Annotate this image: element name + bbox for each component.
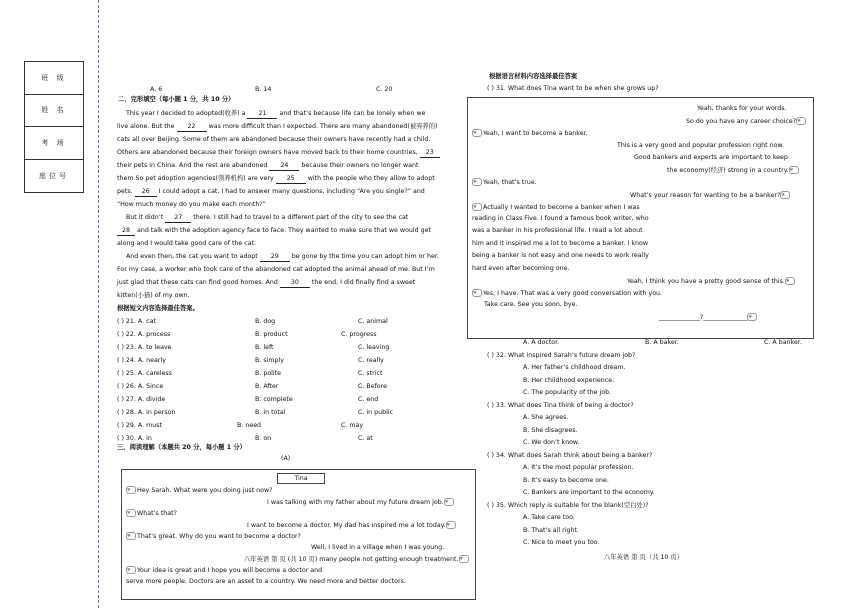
- chat-title: Tina: [277, 473, 325, 484]
- chat-left-line-6: Well, I lived in a village when I was young.: [311, 544, 445, 551]
- chat-bubble-icon: ♥: [472, 129, 482, 137]
- passage-line-6: them.So pet adoption agencies(领养机构) are very 25 with the people who they allow to adopt: [117, 175, 435, 182]
- q34-option-a: A. It’s the most popular profession.: [523, 464, 634, 471]
- chat-left-line-5: ♥ That’s great. Why do you want to become a doctor?: [127, 533, 301, 540]
- q24-option-c: C. really: [358, 357, 384, 364]
- name-field[interactable]: 姓 名: [25, 94, 84, 127]
- q32: ( ) 32. What inspired Sarah’s future dream job?: [487, 352, 636, 359]
- answer-blank[interactable]: _____________?______________♥: [659, 313, 758, 322]
- q31-option-c: C. A banker.: [764, 339, 802, 346]
- passage-line-4: Others are abandoned because their foreign owners have moved back to their home countries, 23: [117, 149, 440, 158]
- q34-option-c: C. Bankers are important to the economy.: [523, 489, 655, 496]
- chat-bubble-icon: ♥: [785, 277, 795, 285]
- q21-option-b: B. dog: [255, 318, 276, 325]
- q24-option-b: B. simply: [255, 357, 284, 364]
- q23-option-b: B. left: [255, 344, 274, 351]
- chat-right-line-12: him and it inspired me a lot to become a banker. I know: [472, 240, 649, 247]
- chat-right-line-13: being a banker is not easy and one needs to work really: [472, 252, 649, 259]
- chat-right-line-8: What’s your reason for wanting to be a banker?♥: [630, 191, 791, 200]
- passage-line-7: pets. 26 I could adopt a cat, I had to answer many questions, including “Are you single?” and: [117, 188, 425, 195]
- q28: ( ) 28. A. in person: [117, 409, 176, 416]
- q22: ( ) 22. A. process: [117, 331, 171, 338]
- q34: ( ) 34. What does Sarah think about being a banker?: [487, 452, 653, 459]
- q27: ( ) 27. A. divide: [117, 396, 166, 403]
- chat-left-line-9: serve more people. Doctors are an asset to a country. We need more and better doctors.: [126, 578, 406, 585]
- student-info-table: [24, 61, 84, 193]
- top-option-c: C. 20: [376, 86, 393, 93]
- passage-line-10: 28 and talk with the adoption agency face to face. They wanted to make sure that we would get: [117, 227, 431, 236]
- chat-bubble-icon: ♥: [444, 498, 454, 506]
- passage-line-13: For my case, a worker who took care of the abandoned cat adopted the animal ahead of me. But I’m: [117, 266, 435, 273]
- q29-option-c: C. may: [341, 422, 364, 429]
- q32-option-b: B. Her childhood experience.: [523, 377, 615, 384]
- q22-option-b: B. product: [255, 331, 288, 338]
- q28-option-c: C. in public: [358, 409, 394, 416]
- chat-bubble-icon: ♥: [472, 178, 482, 186]
- page-footer: 八年英语 第 页（共 10 页）: [604, 554, 683, 561]
- chat-bubble-icon: ♥: [126, 566, 136, 574]
- q26-option-c: C. Before: [358, 383, 387, 390]
- chat-bubble-icon: ♥: [459, 555, 469, 563]
- chat-bubble-icon: ♥: [789, 166, 799, 174]
- passage-line-3: cats all over Beijing. Some of them are abandoned because their owners have recently had a child.: [117, 136, 431, 143]
- q28-option-b: B. in total: [255, 409, 286, 416]
- chat-right-line-11: was a banker in his professional life. I read a lot about: [472, 227, 643, 234]
- q35: ( ) 35. Which reply is suitable for the blank(空白处)?: [487, 502, 649, 509]
- q26: ( ) 26. A. Since: [117, 383, 164, 390]
- chat-bubble-icon: ♥: [780, 191, 790, 199]
- passage-line-5: their pets in China. And the rest are abandoned 24 because their owners no longer want: [117, 162, 419, 169]
- chat-right-line-10: reading in Class Five. I found a famous book writer, who: [472, 215, 649, 222]
- chat-left-line-7: 八年英语 第 页 (共 10 页) many people not getting enough treatment.♥: [244, 555, 470, 564]
- passage-line-1: This year I decided to adopted(收养) a 21 and that’s because life can be lonely when we: [126, 110, 426, 117]
- q33-option-c: C. We don’t know.: [523, 439, 580, 446]
- chat-left-line-2: I was talking with my father about my future dream job.♥: [267, 498, 455, 507]
- chat-bubble-icon: ♥: [126, 509, 136, 517]
- passage-line-8: “How much money do you make each month?”: [117, 201, 266, 208]
- chat-bubble-icon: ♥: [126, 532, 136, 540]
- part-a-label: (A): [281, 455, 291, 462]
- q25-option-b: B. polite: [255, 370, 282, 377]
- top-option-a: A. 6: [150, 86, 163, 93]
- q22-option-c: C. progress: [341, 331, 377, 338]
- chat-bubble-icon: ♥: [796, 117, 806, 125]
- chat-right-line-4: This is a very good and popular profession right now.: [617, 142, 785, 149]
- q35-option-a: A. Take care too.: [523, 514, 575, 521]
- chat-right-line-1: Yeah, thanks for your words.: [697, 105, 787, 112]
- chat-left-line-4: I want to become a doctor. My dad has inspired me a lot today.♥: [247, 521, 457, 530]
- q29-option-b: B. need: [237, 422, 262, 429]
- section2-title: 二、完形填空（每小题 1 分，共 10 分）: [118, 96, 235, 103]
- chat-right-line-17: Take care. See you soon, bye.: [484, 301, 578, 308]
- q33-option-b: B. She disagrees.: [523, 427, 578, 434]
- q26-option-b: B. After: [255, 383, 279, 390]
- q23-option-c: C. leaving: [358, 344, 390, 351]
- chat-bubble-icon: ♥: [747, 313, 757, 321]
- chat-bubble-icon: ♥: [472, 289, 482, 297]
- chat-right-line-5: Good bankers and experts are important to keep: [634, 154, 788, 161]
- passage-line-2: live alone. But the 22 was more difficult than I expected. There are many abandoned(被弃养的): [117, 123, 438, 130]
- q21-option-c: C. animal: [358, 318, 388, 325]
- passage-line-11: along and I would take good care of the cat.: [117, 240, 257, 247]
- chat-left-line-8: ♥ Your idea is great and I hope you will become a doctor and: [127, 567, 323, 574]
- q27-option-c: C. end: [358, 396, 379, 403]
- chat-bubble-icon: ♥: [446, 521, 456, 529]
- q32-option-c: C. The popularity of the job.: [523, 389, 612, 396]
- chat-right-line-3: ♥ Yeah, I want to become a banker.: [473, 130, 588, 137]
- chat-bubble-icon: ♥: [472, 203, 482, 211]
- top-option-b: B. 14: [255, 86, 272, 93]
- q24: ( ) 24. A. nearly: [117, 357, 166, 364]
- chat-right-line-14: hard even after becoming one.: [472, 265, 570, 272]
- q31: ( ) 31. What does Tina want to be when she grows up?: [487, 85, 659, 92]
- q30: ( ) 30. A. in: [117, 435, 152, 442]
- q27-option-b: B. complete: [255, 396, 293, 403]
- exam-room-field[interactable]: 考 场: [25, 127, 84, 160]
- chat-right-line-6: the economy(经济) strong in a country.♥: [667, 166, 800, 175]
- class-field[interactable]: 班 级: [25, 62, 84, 95]
- q29: ( ) 29. A. must: [117, 422, 163, 429]
- q33-option-a: A. She agrees.: [523, 414, 569, 421]
- passage-line-12: And even then, the cat you want to adopt 29 be gone by the time you can adopt him or her.: [126, 253, 439, 260]
- q30-option-b: B. on: [255, 435, 272, 442]
- q32-option-a: A. Her father’s childhood dream.: [523, 364, 626, 371]
- chat-right-line-16: ♥ Yes, I have. That was a very good conversation with you.: [473, 290, 663, 297]
- section3-title: 三、阅读理解（本题共 20 分，每小题 1 分）: [117, 444, 246, 451]
- chat-right-line-7: ♥ Yeah, that’s true.: [473, 179, 537, 186]
- q25-option-c: C. strict: [358, 370, 383, 377]
- q21: ( ) 21. A. cat: [117, 318, 156, 325]
- passage-line-14: just glad that these cats can find good homes. And 30 the end, I did finally find a sweet: [117, 279, 416, 286]
- q31-option-a: A. A doctor.: [523, 339, 560, 346]
- chat-right-line-15: Yeah, I think you have a pretty good sense of this.♥: [627, 277, 796, 286]
- chat-left-line-3: ♥ What’s that?: [127, 510, 177, 517]
- choose-title: 根据短文内容选择最佳答案。: [117, 305, 199, 312]
- passage-line-15: kitten(小猫) of my own.: [117, 292, 190, 299]
- binding-dashed-line: [98, 0, 99, 608]
- chat-right-line-9: ♥ Actually I wanted to become a banker when I was: [473, 204, 640, 211]
- q35-option-b: B. That’s all right.: [523, 527, 579, 534]
- q33: ( ) 33. What does Tina think of being a doctor?: [487, 402, 634, 409]
- chat-left-line-1: ♥ Hey Sarah. What were you doing just now?: [127, 487, 273, 494]
- chat-right-line-2: So do you have any career choice?♥: [686, 117, 807, 126]
- seat-number-field[interactable]: 座位号: [25, 159, 84, 192]
- q30-option-c: C. at: [358, 435, 373, 442]
- q25: ( ) 25. A. careless: [117, 370, 172, 377]
- q34-option-b: B. It’s easy to become one.: [523, 477, 609, 484]
- right-section-title: 根据语言材料内容选择最佳答案: [489, 73, 578, 80]
- passage-line-9: But it didn’t 27 there. I still had to travel to a different part of the city to see the cat: [126, 214, 409, 221]
- chat-bubble-icon: ♥: [126, 486, 136, 494]
- q31-option-b: B. A baker.: [645, 339, 679, 346]
- q35-option-c: C. Nice to meet you too.: [523, 539, 600, 546]
- q23: ( ) 23. A. to leave: [117, 344, 172, 351]
